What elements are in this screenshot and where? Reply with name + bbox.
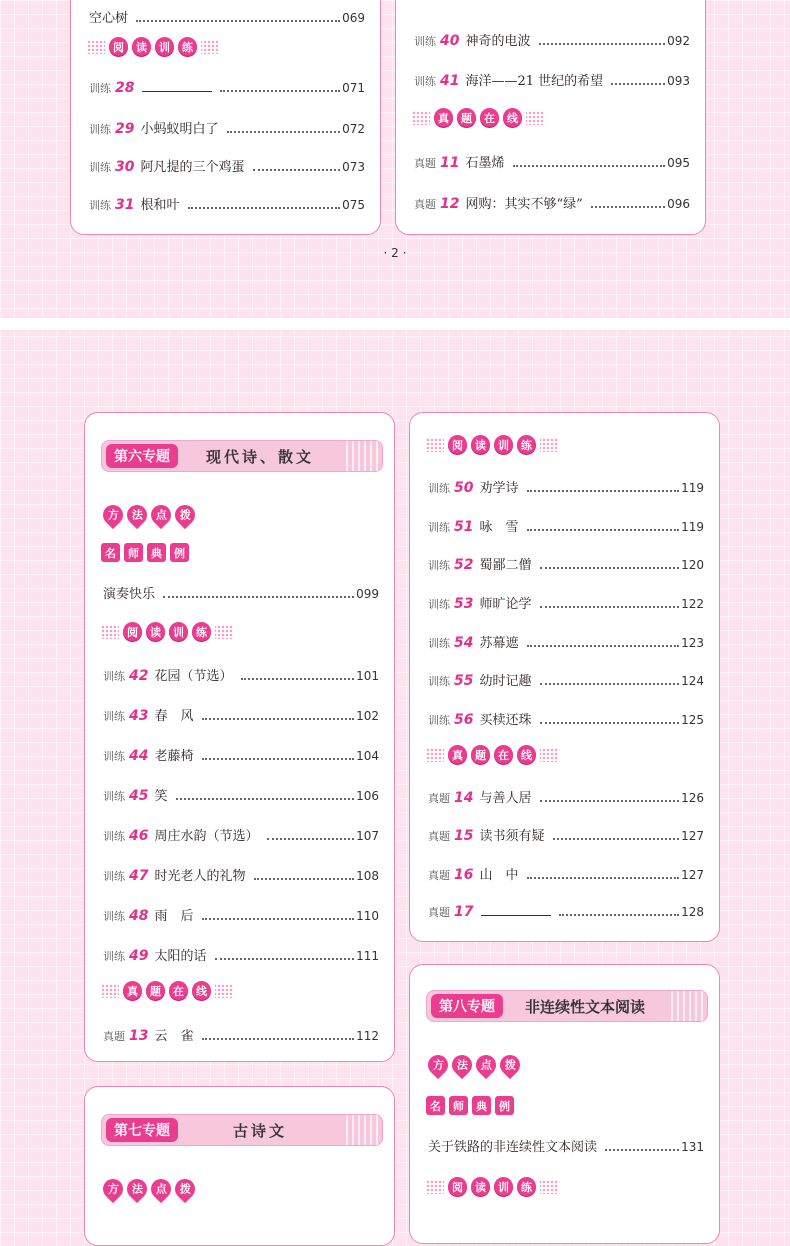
page-ref: 104 [356,749,379,763]
page-ref: 119 [681,520,704,534]
dot-leader [136,20,340,22]
entry-title: 读书须有疑 [479,829,545,844]
toc-row[interactable] [89,156,365,175]
page-ref: 102 [356,709,379,723]
entry-title: 关于铁路的非连续性文本阅读 [428,1140,598,1155]
toc-row[interactable] [414,30,690,49]
page-ref: 125 [681,713,704,727]
entry-prefix: 训练 [414,75,436,88]
section-header-reading [87,37,219,56]
dot-leader [611,83,665,85]
dot-leader [188,207,341,209]
header-char: 在 [494,745,513,764]
dot-leader [202,1038,355,1040]
toc-row[interactable] [428,709,704,728]
page-number: · 2 · [383,246,407,260]
entry-number: 41 [440,73,460,89]
dot-leader [559,914,679,916]
page-ref: 096 [667,197,690,211]
entry-number: 55 [454,673,474,689]
banner-stripes [342,441,382,471]
dot-leader [241,678,355,680]
entry-title: 空心树 [89,11,129,26]
entry-number: 16 [454,867,474,883]
entry-number: 28 [115,80,135,96]
header-char: 阅 [109,37,128,56]
toc-row[interactable] [414,152,690,171]
entry-title: 阿凡提的三个鸡蛋 [140,160,245,175]
dot-leader [202,918,355,920]
pin-char: 法 [123,501,151,529]
dot-leader [540,683,680,685]
famous-example-header [426,1096,514,1115]
page-ref: 095 [667,156,690,170]
entry-prefix: 真题 [428,869,450,882]
entry-prefix: 训练 [428,675,450,688]
page-separator [0,318,790,330]
header-char: 训 [494,1177,513,1196]
header-char: 阅 [123,622,142,641]
dot-leader [527,529,680,531]
dots-decoration [412,111,430,125]
entry-number: 56 [454,712,474,728]
entry-number: 48 [129,908,149,924]
toc-row[interactable] [103,705,379,724]
entry-number: 53 [454,596,474,612]
entry-prefix: 训练 [103,950,125,963]
page-ref: 106 [356,789,379,803]
entry-prefix: 真题 [414,198,436,211]
page-ref: 131 [681,1140,704,1154]
dots-decoration [101,625,119,639]
unit-banner [426,990,708,1022]
pin-char: 方 [99,1175,127,1203]
entry-title: 山 中 [479,868,519,883]
entry-title: 雨 后 [154,909,194,924]
dot-leader [202,718,355,720]
header-char: 读 [132,37,151,56]
dot-leader [540,800,680,802]
page-ref: 111 [356,949,379,963]
dots-decoration [201,40,219,54]
toc-row[interactable] [103,865,379,884]
entry-title: 笑 [154,789,168,804]
entry-prefix: 训练 [89,199,111,212]
header-char: 典 [472,1096,491,1115]
toc-row[interactable] [89,118,365,137]
blank-title-line [142,79,212,92]
unit-badge: 第六专题 [106,444,178,468]
page-ref: 075 [342,198,365,212]
header-char: 练 [178,37,197,56]
dot-leader [267,838,355,840]
header-char: 练 [517,1177,536,1196]
dot-leader [254,878,355,880]
toc-row[interactable] [428,864,704,883]
method-header [428,1055,520,1075]
toc-row[interactable] [103,905,379,924]
pin-char: 点 [472,1051,500,1079]
entry-title: 神奇的电波 [465,34,531,49]
dots-decoration [426,748,444,762]
page-ref: 071 [342,81,365,95]
page-ref: 073 [342,160,365,174]
toc-row[interactable] [428,477,704,496]
entry-number: 50 [454,480,474,496]
toc-card-top-right [395,0,706,235]
entry-number: 44 [129,748,149,764]
entry-number: 15 [454,828,474,844]
entry-number: 52 [454,557,474,573]
header-char: 真 [434,108,453,127]
toc-card-right [409,412,720,942]
dot-leader [540,722,680,724]
page-ref: 099 [356,587,379,601]
toc-row[interactable] [428,516,704,535]
section-header-reading [101,622,233,641]
section-header-exam [101,981,233,1000]
entry-number: 46 [129,828,149,844]
page-ref: 124 [681,674,704,688]
header-char: 读 [471,435,490,454]
toc-row[interactable] [103,745,379,764]
entry-title: 网购：其实不够“绿” [465,197,583,212]
dot-leader [215,958,355,960]
dots-decoration [101,984,119,998]
entry-number: 49 [129,948,149,964]
header-char: 师 [449,1096,468,1115]
header-char: 训 [169,622,188,641]
dots-decoration [526,111,544,125]
entry-prefix: 训练 [103,870,125,883]
method-header [103,1179,195,1199]
entry-number: 31 [115,197,135,213]
page-ref: 127 [681,868,704,882]
header-char: 题 [146,981,165,1000]
entry-title: 咏 雪 [479,520,519,535]
entry-title: 蜀鄙二僧 [479,558,532,573]
unit-badge: 第八专题 [431,994,503,1018]
entry-prefix: 训练 [103,790,125,803]
dots-decoration [540,1180,558,1194]
toc-card-top-left [70,0,381,235]
unit-banner [101,440,383,472]
dot-leader [527,877,680,879]
toc-row[interactable] [103,825,379,844]
dot-leader [527,490,680,492]
header-char: 练 [192,622,211,641]
dots-decoration [426,438,444,452]
page-ref: 072 [342,122,365,136]
header-char: 真 [123,981,142,1000]
header-char: 读 [146,622,165,641]
page-ref: 112 [356,1029,379,1043]
entry-number: 12 [440,196,460,212]
page-ref: 119 [681,481,704,495]
toc-row[interactable] [103,785,379,804]
toc-card-unit7 [84,1086,395,1246]
entry-title: 劝学诗 [479,481,519,496]
entry-number: 13 [129,1028,149,1044]
header-char: 训 [155,37,174,56]
header-char: 在 [169,981,188,1000]
header-char: 线 [517,745,536,764]
header-char: 阅 [448,435,467,454]
toc-row[interactable] [428,1136,704,1155]
entry-title: 演奏快乐 [103,587,156,602]
toc-row[interactable] [103,1025,379,1044]
entry-prefix: 训练 [428,598,450,611]
entry-number: 11 [440,155,460,171]
entry-prefix: 训练 [428,521,450,534]
header-char: 例 [495,1096,514,1115]
dot-leader [253,169,341,171]
header-char: 真 [448,745,467,764]
dot-leader [527,645,680,647]
entry-number: 42 [129,668,149,684]
entry-title: 花园（节选） [154,669,233,684]
pin-char: 拨 [171,501,199,529]
entry-number: 40 [440,33,460,49]
toc-row[interactable] [428,632,704,651]
page-ref: 092 [667,34,690,48]
toc-row[interactable] [414,193,690,212]
entry-number: 30 [115,159,135,175]
pin-char: 拨 [171,1175,199,1203]
pin-char: 方 [424,1051,452,1079]
pin-char: 法 [123,1175,151,1203]
entry-prefix: 训练 [414,35,436,48]
entry-number: 45 [129,788,149,804]
header-char: 名 [426,1096,445,1115]
entry-prefix: 真题 [414,157,436,170]
entry-prefix: 训练 [428,637,450,650]
entry-title: 周庄水韵（节选） [154,829,259,844]
page-ref: 101 [356,669,379,683]
entry-number: 47 [129,868,149,884]
section-header-reading [426,435,558,454]
header-char: 训 [494,435,513,454]
toc-row[interactable] [414,70,690,89]
entry-number: 43 [129,708,149,724]
dot-leader [605,1149,679,1151]
entry-title: 时光老人的礼物 [154,869,246,884]
dots-decoration [426,1180,444,1194]
toc-row[interactable] [428,554,704,573]
page-ref: 122 [681,597,704,611]
dot-leader [539,43,666,45]
entry-prefix: 训练 [103,910,125,923]
entry-prefix: 训练 [89,161,111,174]
entry-title: 春 风 [154,709,194,724]
entry-title: 海洋——21 世纪的希望 [465,74,604,89]
entry-title: 与善人居 [479,791,532,806]
section-header-exam [412,108,544,127]
dot-leader [227,131,341,133]
dot-leader [176,798,355,800]
dots-decoration [215,625,233,639]
entry-title: 云 雀 [154,1029,194,1044]
toc-row[interactable] [103,665,379,684]
entry-title: 苏幕遮 [479,636,519,651]
toc-row[interactable] [428,787,704,806]
entry-title: 太阳的话 [154,949,207,964]
dot-leader [220,90,340,92]
page-ref: 128 [681,905,704,919]
unit-name: 非连续性文本阅读 [524,997,645,1016]
header-char: 师 [124,543,143,562]
toc-row[interactable] [428,825,704,844]
entry-prefix: 训练 [428,482,450,495]
section-header-reading [426,1177,558,1196]
header-char: 例 [170,543,189,562]
unit-banner [101,1114,383,1146]
dots-decoration [87,40,105,54]
header-char: 题 [471,745,490,764]
entry-prefix: 训练 [89,123,111,136]
header-char: 阅 [448,1177,467,1196]
toc-row[interactable] [428,670,704,689]
dots-decoration [215,984,233,998]
entry-title: 小蚂蚁明白了 [140,122,219,137]
toc-row[interactable] [428,903,704,920]
entry-prefix: 真题 [103,1030,125,1043]
entry-title: 根和叶 [140,198,180,213]
page-ref: 110 [356,909,379,923]
entry-number: 14 [454,790,474,806]
entry-title: 买椟还珠 [479,713,532,728]
toc-card-unit8 [409,964,720,1244]
page-ref: 126 [681,791,704,805]
pin-char: 法 [448,1051,476,1079]
entry-prefix: 真题 [428,792,450,805]
page-ref: 127 [681,829,704,843]
header-char: 典 [147,543,166,562]
entry-title: 幼时记趣 [479,674,532,689]
banner-stripes [342,1115,382,1145]
toc-row[interactable] [89,194,365,213]
page-ref: 120 [681,558,704,572]
dot-leader [540,567,680,569]
entry-number: 29 [115,121,135,137]
pin-char: 方 [99,501,127,529]
page-ref: 093 [667,74,690,88]
unit-name: 古诗文 [232,1121,287,1140]
dot-leader [513,165,666,167]
header-char: 线 [503,108,522,127]
toc-row[interactable] [103,583,379,602]
unit-name: 现代诗、散文 [205,447,314,466]
toc-row[interactable] [428,593,704,612]
entry-number: 54 [454,635,474,651]
entry-prefix: 训练 [103,830,125,843]
header-char: 线 [192,981,211,1000]
entry-prefix: 训练 [428,714,450,727]
banner-stripes [667,991,707,1021]
dot-leader [202,758,355,760]
header-char: 题 [457,108,476,127]
entry-number: 51 [454,519,474,535]
entry-prefix: 训练 [103,710,125,723]
dots-decoration [540,438,558,452]
entry-prefix: 训练 [428,559,450,572]
dot-leader [540,606,680,608]
pin-char: 点 [147,501,175,529]
entry-prefix: 训练 [103,670,125,683]
header-char: 读 [471,1177,490,1196]
dots-decoration [540,748,558,762]
page-ref: 108 [356,869,379,883]
entry-prefix: 真题 [428,830,450,843]
entry-title: 师旷论学 [479,597,532,612]
unit-badge: 第七专题 [106,1118,178,1142]
famous-example-header [101,543,189,562]
toc-card-unit6 [84,412,395,1062]
section-header-exam [426,745,558,764]
pin-char: 点 [147,1175,175,1203]
toc-row[interactable] [89,79,365,96]
header-char: 在 [480,108,499,127]
entry-prefix: 训练 [103,750,125,763]
page-ref: 069 [342,11,365,25]
toc-row[interactable] [89,7,365,26]
header-char: 名 [101,543,120,562]
dot-leader [553,838,680,840]
header-char: 练 [517,435,536,454]
entry-title: 石墨烯 [465,156,505,171]
page-ref: 107 [356,829,379,843]
toc-row[interactable] [103,945,379,964]
page-ref: 123 [681,636,704,650]
blank-title-line [481,903,551,916]
pin-char: 拨 [496,1051,524,1079]
dot-leader [163,596,354,598]
dot-leader [591,206,665,208]
entry-prefix: 训练 [89,82,111,95]
entry-number: 17 [454,904,474,920]
method-header [103,505,195,525]
entry-title: 老藤椅 [154,749,194,764]
entry-prefix: 真题 [428,906,450,919]
